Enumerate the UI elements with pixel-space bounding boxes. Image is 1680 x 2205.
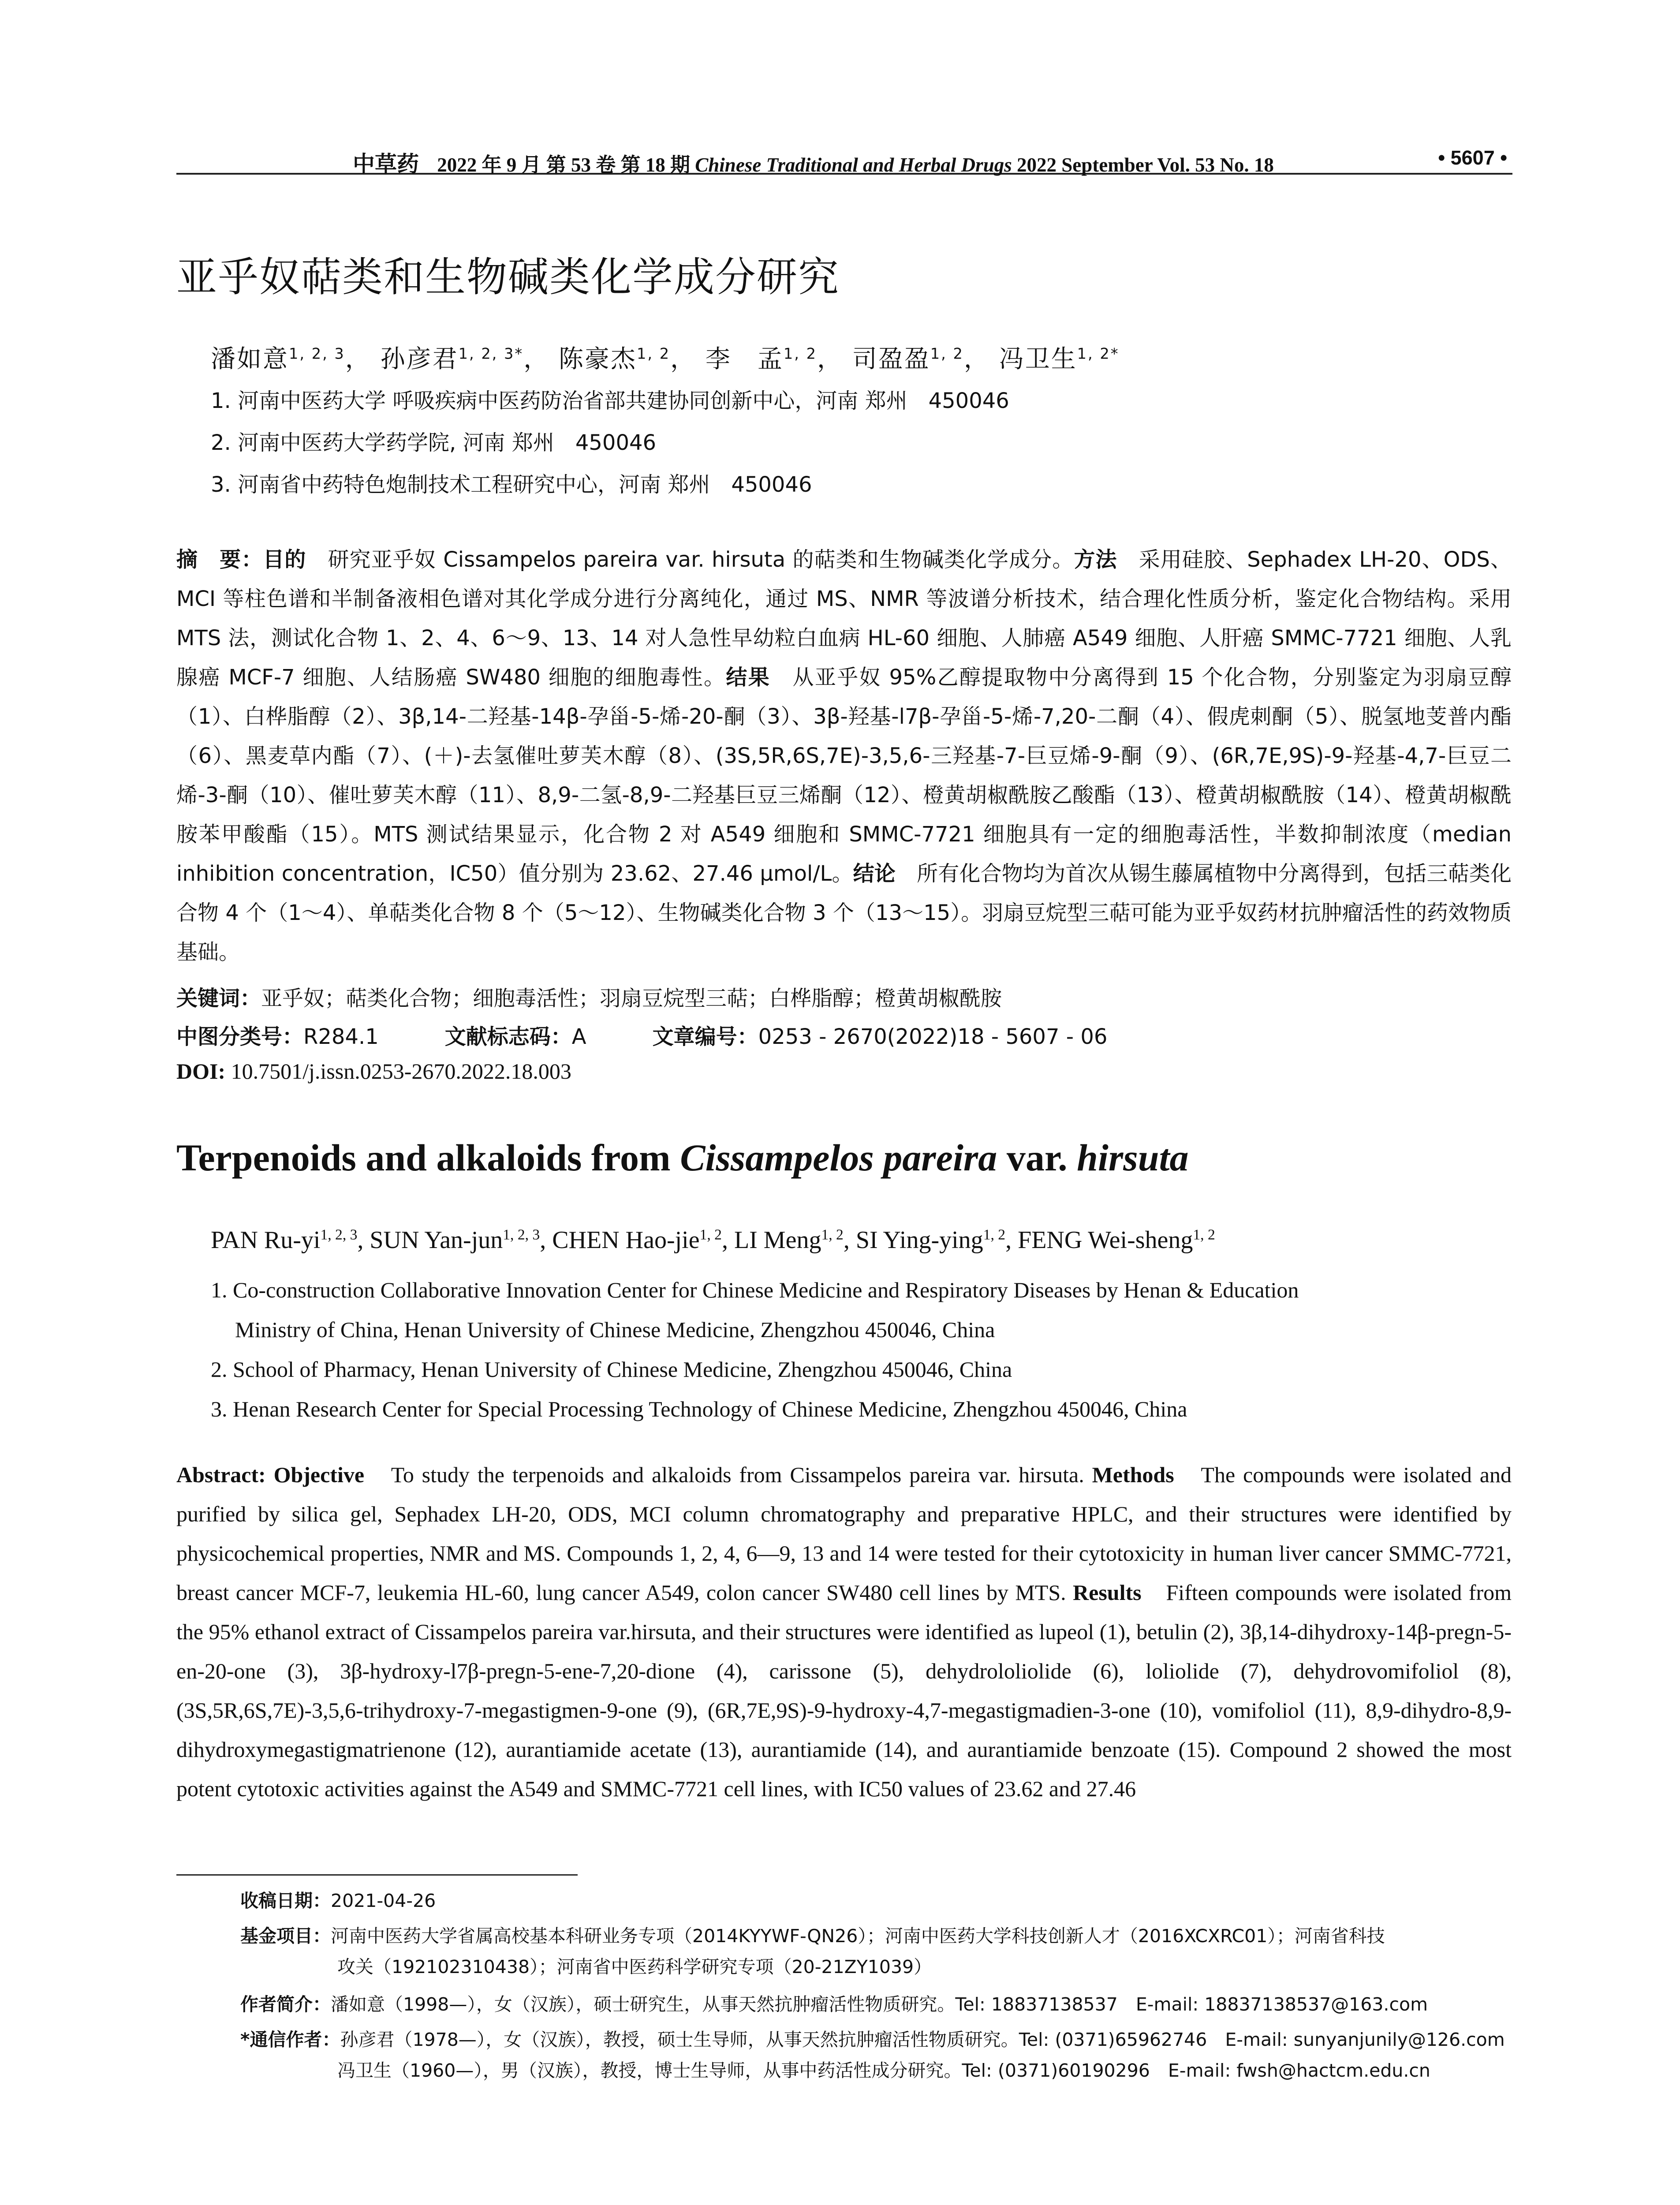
abstract-objective-label: Abstract: Objective: [176, 1462, 365, 1487]
objective-text: To study the terpenoids and alkaloids from Cissampelos pareira var. hirsuta.: [364, 1462, 1084, 1487]
author: FENG Wei-sheng: [1018, 1226, 1193, 1254]
chinese-affiliation-2: 2. 河南中医药大学药学院, 河南 郑州 450046: [211, 430, 657, 455]
received-label: 收稿日期：: [240, 1890, 331, 1911]
author: LI Meng: [734, 1226, 821, 1254]
doccode-value: A: [571, 1024, 586, 1049]
results-text: Fifteen compounds were isolated from the 95% ethanol extract of Cissampelos pareira var.hirsuta, and their structures were identified as lupeol (1), betulin (2), 3β,14-dihydroxy-14β-pregn-5-en-20-one (3), 3β-hydroxy-l7β-pregn-5-ene-7,20-dione (4), carissone (5), dehydrololiolide (6), loliolide (7), dehydrovomifoliol (8), (3S,5R,6S,7E)-3,5,6-trihydroxy-7-megastigmen-9-one (9), (6R,7E,9S)-9-hydroxy-4,7-megastigmadien-3-one (10), vomifoliol (11), 8,9-dihydro-8,9-dihydroxymegastigmatrienone (12), aurantiamide acetate (13), aurantiamide (14), and aurantiamide benzoate (15). Compound 2 showed the most potent cytotoxic activities against the A549 and SMMC-7721 cell lines, with IC50 values of 23.62 and 27.46: [176, 1580, 1512, 1801]
author: 冯卫生: [999, 345, 1077, 374]
english-title-var: var.: [1006, 1136, 1068, 1179]
author: 陈豪杰: [559, 345, 637, 374]
results-text: 从亚乎奴 95%乙醇提取物中分离得到 15 个化合物，分别鉴定为羽扇豆醇（1）、白桦脂醇（2）、3β,14-二羟基-14β-孕甾-5-烯-20-酮（3）、3β-羟基-l7β-孕甾-5-烯-7,20-二酮（4）、假虎刺酮（5）、脱氢地芰普内酯（6）、黑麦草内酯（7）、(＋)-去氢催吐萝芙木醇（8）、(3S,5R,6S,7E)-3,5,6-三羟基-7-巨豆烯-9-酮（9）、(6R,7E,9S)-9-羟基-4,7-巨豆二烯-3-酮（10）、催吐萝芙木醇（11）、8,9-二氢-8,9-二羟基巨豆三烯酮（12）、橙黄胡椒酰胺乙酸酯（13）、橙黄胡椒酰胺（14）、橙黄胡椒酰胺苯甲酸酯（15）。MTS 测试结果显示，化合物 2 对 A549 细胞和 SMMC-7721 细胞具有一定的细胞毒活性，半数抑制浓度（median inhibition concentration，IC50）值分别为 23.62、27.46 μmol/L。: [176, 665, 1512, 886]
author-bio-label: 作者简介：: [240, 1994, 331, 2015]
received-value: 2021-04-26: [331, 1890, 436, 1911]
doi-link[interactable]: 10.7501/j.issn.0253-2670.2022.18.003: [225, 1059, 571, 1084]
english-affiliation-3: 3. Henan Research Center for Special Processing Technology of Chinese Medicine, Zhengzhou 450046, China: [211, 1397, 1187, 1421]
objective-text: 研究亚乎奴 Cissampelos pareira var. hirsuta 的萜类和生物碱类化学成分。: [306, 547, 1074, 572]
corresponding-text-1: 孙彦君（1978—），女（汉族），教授，硕士生导师，从事天然抗肿瘤活性物质研究。Tel: (0371)65962746 E-mail: sunyanjunily@126.com: [340, 2029, 1505, 2050]
author-affil-sup: 1, 2: [1193, 1226, 1215, 1243]
chinese-affiliation-3: 3. 河南省中药特色炮制技术工程研究中心，河南 郑州 450046: [211, 472, 812, 497]
author: SI Ying-ying: [855, 1226, 983, 1254]
header-citation: [353, 146, 1274, 178]
author: 司盈盈: [852, 345, 930, 374]
clc-value: R284.1: [303, 1024, 379, 1049]
methods-text: The compounds were isolated and purified by silica gel, Sephadex LH-20, ODS, MCI column chromatography and preparative HPLC, and their structures were identified by physicochemical properties, NMR and MS. Compounds 1, 2, 4, 6—9, 13 and 14 were tested for their cytotoxicity in human liver cancer SMMC-7721, breast cancer MCF-7, leukemia HL-60, lung cancer A549, colon cancer SW480 cell lines by MTS.: [176, 1462, 1512, 1605]
received-date: [240, 1885, 1512, 1916]
abstract-label: 摘 要：: [176, 547, 263, 572]
author-affil-sup: 1, 2: [930, 345, 964, 363]
author-affil-sup: 1, 2: [821, 1226, 844, 1243]
english-title-species: Cissampelos pareira: [680, 1136, 997, 1179]
classification-line: [176, 1020, 1107, 1050]
author-affil-sup: 1, 2: [983, 1226, 1006, 1243]
english-affiliation-2: 2. School of Pharmacy, Henan University of Chinese Medicine, Zhengzhou 450046, China: [211, 1357, 1012, 1382]
chinese-title: 亚乎奴萜类和生物碱类化学成分研究: [176, 254, 840, 301]
author-affil-sup: 1, 2*: [1077, 345, 1120, 363]
en-issue: 2022 September Vol. 53 No. 18: [1016, 154, 1274, 176]
corresponding-text-2: 冯卫生（1960—），男（汉族），教授，博士生导师，从事中药活性成分研究。Tel: (0371)60190296 E-mail: fwsh@hactcm.edu.cn: [337, 2060, 1430, 2081]
author: 孙彦君: [380, 345, 459, 374]
methods-text: 采用硅胶、Sephadex LH-20、ODS、MCI 等柱色谱和半制备液相色谱对其化学成分进行分离纯化，通过 MS、NMR 等波谱分析技术，结合理化性质分析，鉴定化合物结构。采用 MTS 法，测试化合物 1、2、4、6～9、13、14 对人急性早幼粒白血病 HL-60 细胞、人肺癌 A549 细胞、人肝癌 SMMC-7721 细胞、人乳腺癌 MCF-7 细胞、人结肠癌 SW480 细胞的细胞毒性。: [176, 547, 1512, 690]
author-affil-sup: 1, 2, 3*: [458, 345, 524, 363]
english-abstract: [176, 1455, 1512, 1809]
english-authors: PAN Ru-yi$^{1, 2, 3}$, SUN Yan-jun$^{1, 2, 3}$, CHEN Hao-jie$^{1, 2}$, LI Meng$^{1, 2}$, SI Ying-ying$^{1, 2}$, FENG Wei-sheng$^{1, 2}$: [211, 1226, 1215, 1254]
chinese-affiliation-1: 1. 河南中医药大学 呼吸疾病中医药防治省部共建协同创新中心，河南 郑州 450046: [211, 389, 1009, 413]
author-affil-sup: 1, 2, 3: [320, 1226, 358, 1243]
author: 潘如意: [211, 345, 289, 374]
author: CHEN Hao-jie: [552, 1226, 700, 1254]
english-title-variety: hirsuta: [1077, 1136, 1189, 1179]
doi-line: [176, 1058, 571, 1084]
fund-label: 基金项目：: [240, 1925, 331, 1947]
results-label: Results: [1073, 1580, 1142, 1605]
author-affil-sup: 1, 2: [637, 345, 671, 363]
cn-issue: 2022 年 9 月 第 53 卷 第 18 期: [437, 154, 691, 176]
page-number: • 5607 •: [1438, 146, 1507, 169]
clc-label: 中图分类号：: [176, 1024, 304, 1049]
author-affil-sup: 1, 2: [699, 1226, 722, 1243]
english-affiliation-1: 1. Co-construction Collaborative Innovation Center for Chinese Medicine and Respiratory Diseases by Henan & Education: [211, 1278, 1299, 1302]
chinese-abstract: [176, 540, 1512, 972]
corresponding-label: *通信作者：: [240, 2029, 340, 2050]
author-affil-sup: 1, 2, 3: [289, 345, 345, 363]
chinese-authors: 潘如意$^{1, 2, 3}$， 孙彦君$^{1, 2, 3*}$， 陈豪杰$^{1, 2}$， 李 孟$^{1, 2}$， 司盈盈$^{1, 2}$， 冯卫生$^{1, 2*}$: [211, 345, 1120, 374]
results-label: 结果: [726, 665, 771, 690]
english-title-text: Terpenoids and alkaloids from: [176, 1136, 671, 1179]
fund-text-cont: 攻关（192102310438）；河南省中医药科学研究专项（20-21ZY1039）: [337, 1956, 932, 1977]
corresponding-authors: [240, 2024, 1512, 2086]
funding: [240, 1921, 1512, 1982]
author-affil-sup: 1, 2, 3: [503, 1226, 540, 1243]
footnote-divider: [176, 1874, 578, 1876]
keywords: 亚乎奴；萜类化合物；细胞毒活性；羽扇豆烷型三萜；白桦脂醇；橙黄胡椒酰胺: [261, 986, 1002, 1011]
english-title: [176, 1136, 1188, 1180]
author: 李 孟: [705, 345, 784, 374]
author: SUN Yan-jun: [370, 1226, 503, 1254]
article-number: 0253 - 2670(2022)18 - 5607 - 06: [758, 1024, 1108, 1049]
author-bio: [240, 1989, 1512, 2020]
fund-text: 河南中医药大学省属高校基本科研业务专项（2014KYYWF-QN26）；河南中医药大学科技创新人才（2016XCXRC01）；河南省科技: [331, 1925, 1385, 1947]
en-journal-name: Chinese Traditional and Herbal Drugs: [695, 154, 1012, 176]
english-affiliation-1-cont: Ministry of China, Henan University of Chinese Medicine, Zhengzhou 450046, China: [235, 1317, 995, 1342]
conclusion-label: 结论: [853, 861, 896, 886]
objective-label: 目的: [263, 547, 306, 572]
running-header: [176, 142, 1512, 175]
author-bio-text: 潘如意（1998—），女（汉族），硕士研究生，从事天然抗肿瘤活性物质研究。Tel: 18837138537 E-mail: 18837138537@163.com: [331, 1994, 1428, 2015]
author-affil-sup: 1, 2: [783, 345, 817, 363]
doi-label: DOI:: [176, 1059, 226, 1084]
keywords-label: 关键词：: [176, 986, 261, 1011]
doccode-label: 文献标志码：: [444, 1024, 572, 1049]
conclusion-text: 所有化合物均为首次从锡生藤属植物中分离得到，包括三萜类化合物 4 个（1～4）、单萜类化合物 8 个（5～12）、生物碱类化合物 3 个（13～15）。羽扇豆烷型三萜可能为亚乎奴药材抗肿瘤活性的药效物质基础。: [176, 861, 1512, 964]
methods-label: 方法: [1074, 547, 1117, 572]
journal-name: 中草药: [353, 152, 419, 176]
methods-label: Methods: [1092, 1462, 1174, 1487]
article-number-label: 文章编号：: [652, 1024, 758, 1049]
keywords-line: [176, 981, 1002, 1012]
english-affiliations: [211, 1270, 1512, 1429]
author: PAN Ru-yi: [211, 1226, 321, 1254]
